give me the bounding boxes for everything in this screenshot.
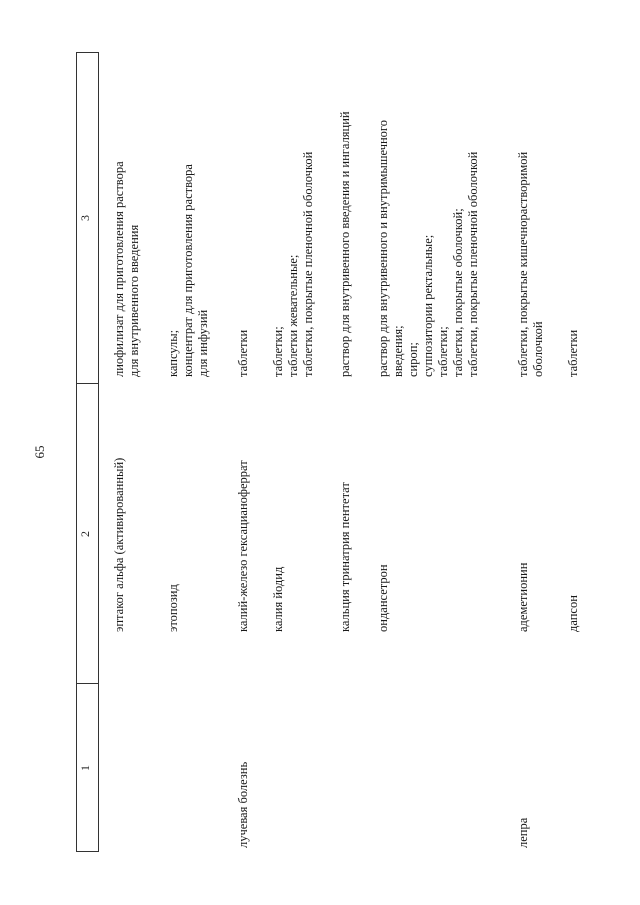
column-divider-right [76,52,98,53]
row-1-col3 [112,161,142,377]
row-2-col2: этопозид [166,584,180,632]
row-8-col2: дапсон [566,595,580,632]
row-7-col3-line-1: таблетки, покрытые кишечнорастворимой [516,151,530,377]
row-2-col3-line-2: концентрат для приготовления раствора [181,164,195,377]
column-number-1: 1 [78,765,92,771]
row-6-col3-line-3: сироп; [406,342,420,377]
row-8-col3 [566,330,581,377]
row-5-col3-line-1: раствор для внутривенного введения и ингаляций [338,111,352,377]
row-5-col2: кальция тринатрия пентетат [338,482,352,632]
column-divider-2-3 [76,383,98,384]
column-divider-left [76,851,98,852]
row-2-col3-line-1: капсулы; [166,329,180,377]
row-7-col1: лепра [516,817,530,848]
row-4-col3-line-2: таблетки жевательные; [286,254,300,377]
column-number-3: 3 [78,215,92,221]
row-4-col2: калия йодид [271,566,285,632]
row-1-col2: эптаког альфа (активированный) [112,457,126,632]
row-4-col3 [271,152,316,377]
row-1-col3-line-1: лиофилизат для приготовления раствора [112,161,126,377]
row-3-col2: калий-железо гексацианоферрат [236,460,250,632]
rotated-table [76,52,606,852]
row-3-col1: лучевая болезнь [236,761,250,848]
column-number-2: 2 [78,531,92,537]
page-number: 65 [32,445,47,459]
row-3-col3 [236,330,251,377]
table-top-rule [76,52,77,852]
table-header-rule [98,52,99,852]
row-6-col3 [376,120,481,377]
row-6-col3-line-2: введения; [391,325,405,377]
row-8-col3-line-1: таблетки [566,329,580,377]
row-1-col3-line-2: для внутривенного введения [127,224,141,377]
row-6-col3-line-4: суппозитории ректальные; [421,234,435,377]
row-3-col3-line-1: таблетки [236,329,250,377]
row-7-col3 [516,152,546,377]
row-4-col3-line-3: таблетки, покрытые пленочной оболочкой [301,151,315,377]
row-7-col3-line-2: оболочкой [531,321,545,377]
row-6-col2: ондансетрон [376,564,390,632]
row-2-col3-line-3: для инфузий [196,309,210,377]
column-divider-1-2 [76,683,98,684]
row-6-col3-line-7: таблетки, покрытые пленочной оболочкой [466,151,480,377]
row-7-col2: адеметионин [516,562,530,632]
row-6-col3-line-5: таблетки; [436,326,450,377]
row-6-col3-line-6: таблетки, покрытые оболочкой; [451,208,465,377]
row-4-col3-line-1: таблетки; [271,326,285,377]
row-2-col3 [166,164,211,377]
row-5-col3 [338,111,353,377]
row-6-col3-line-1: раствор для внутривенного и внутримышечного [376,120,390,377]
